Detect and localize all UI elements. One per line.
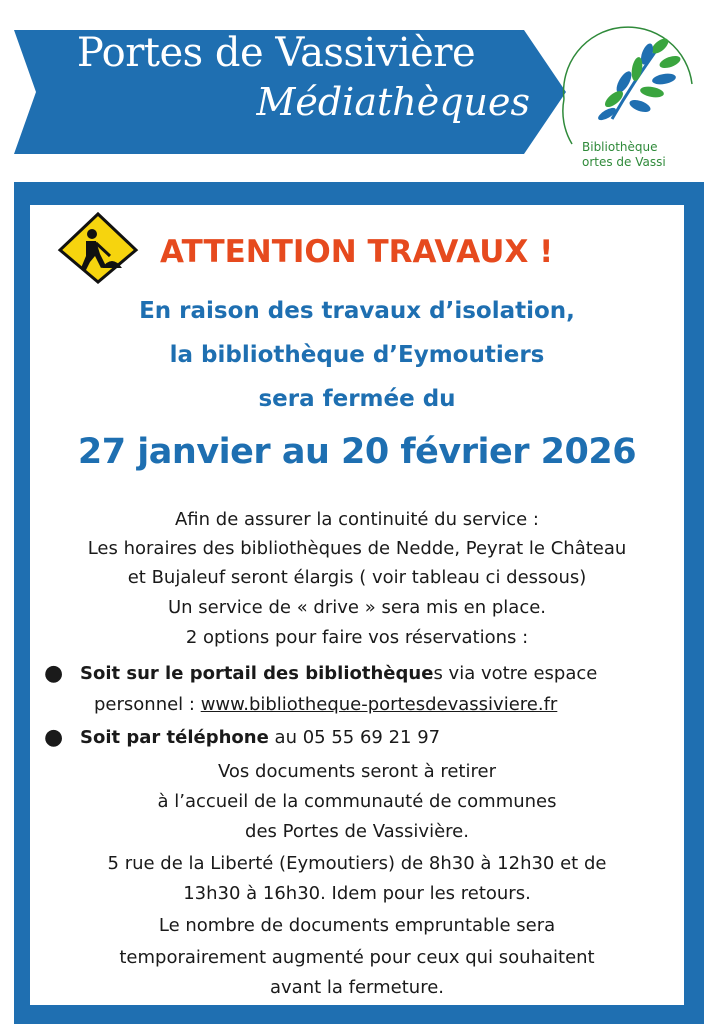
banner-subtitle: Médiathèques: [256, 80, 530, 124]
option-2-rest: au 05 55 69 21 97: [268, 727, 441, 748]
logo-text: Bibliothèque ortes de Vassi: [582, 140, 666, 169]
closing-line-1: Vos documents seront à retirer: [218, 761, 496, 782]
closing-line-3: des Portes de Vassivière.: [245, 821, 469, 842]
paragraph-line-5: 2 options pour faire vos réservations :: [185, 627, 529, 648]
bullet-icon: ●: [44, 725, 64, 750]
paragraph-line-1: Afin de assurer la continuité du service :: [174, 509, 540, 530]
paragraph-line-4: Un service de « drive » sera mis en place.: [167, 597, 547, 618]
closing-line-5: 13h30 à 16h30. Idem pour les retours.: [183, 883, 531, 904]
paragraph-line-3: et Bujaleuf seront élargis ( voir tableau ci dessous): [127, 567, 587, 588]
lead-line-2: la bibliothèque d’Eymoutiers: [169, 342, 545, 368]
bullet-icon: ●: [44, 661, 64, 686]
option-2-bold: Soit par téléphone: [80, 727, 269, 748]
portal-link[interactable]: www.bibliotheque-portesdevassiviere.fr: [200, 694, 558, 715]
closing-line-8: avant la fermeture.: [269, 977, 445, 998]
option-1-rest: s via votre espace: [433, 663, 598, 684]
lead-line-3: sera fermée du: [258, 386, 456, 412]
closure-dates: 27 janvier au 20 février 2026: [77, 432, 637, 472]
closing-line-6: Le nombre de documents empruntable sera: [158, 915, 556, 936]
option-1-prefix: personnel :: [94, 694, 201, 715]
headline: ATTENTION TRAVAUX !: [160, 234, 554, 270]
road-works-sign-icon: [56, 210, 140, 286]
closing-line-4: 5 rue de la Liberté (Eymoutiers) de 8h30 à 12h30 et de: [107, 853, 607, 874]
closing-line-2: à l’accueil de la communauté de communes: [157, 791, 557, 812]
banner-title: Portes de Vassivière: [76, 30, 476, 76]
lead-line-1: En raison des travaux d’isolation,: [139, 298, 575, 324]
option-1-bold: Soit sur le portail des bibliothèque: [80, 663, 434, 684]
closing-line-7: temporairement augmenté pour ceux qui souhaitent: [119, 947, 595, 968]
paragraph-line-2: Les horaires des bibliothèques de Nedde, Peyrat le Château: [87, 538, 627, 559]
